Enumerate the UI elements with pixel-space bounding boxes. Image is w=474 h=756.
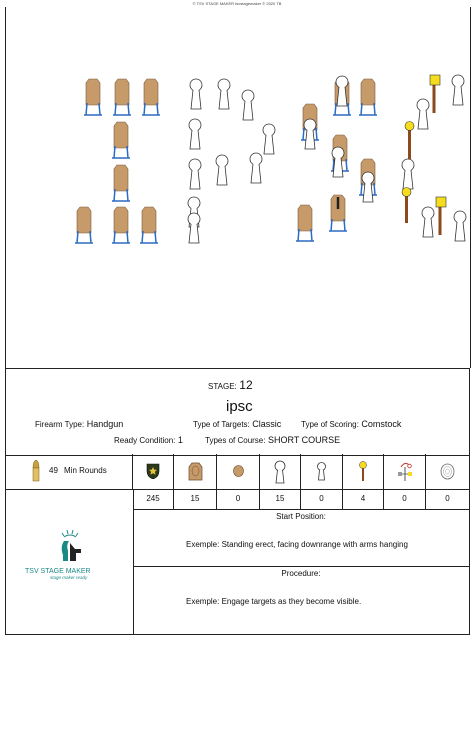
mini-target-icon xyxy=(233,465,244,477)
stage-description-panel xyxy=(5,489,470,635)
ready-condition: Ready Condition: 1 xyxy=(114,435,183,445)
stage-name: ipsc xyxy=(226,398,253,415)
tsv-logo-icon xyxy=(54,527,88,565)
rounds-label: Min Rounds xyxy=(64,466,107,475)
paper-target[interactable] xyxy=(329,195,347,231)
count-cell: 15 xyxy=(174,489,217,509)
stage-info-panel xyxy=(5,368,470,456)
paper-target[interactable] xyxy=(359,79,377,115)
paper-target[interactable] xyxy=(112,122,130,158)
popper-target[interactable] xyxy=(189,119,201,149)
popper-target[interactable] xyxy=(218,79,230,109)
count-cell: 4 xyxy=(343,489,384,509)
paper-target[interactable] xyxy=(75,207,93,243)
stage-label-row xyxy=(208,378,253,392)
type-of-targets: Type of Targets: Classic xyxy=(193,419,282,429)
copyright-text: © TSV STAGE MAKER tsvstagemaker © 2020 TB xyxy=(192,1,282,6)
start-position-text[interactable]: Exemple: Standing erect, facing downrange with arms hanging xyxy=(186,540,408,549)
icon-cell-paper-target xyxy=(174,454,217,489)
popper-icon xyxy=(274,460,286,484)
plate-target[interactable] xyxy=(405,122,414,160)
popper-target[interactable] xyxy=(417,99,429,129)
start-position-title: Start Position: xyxy=(276,512,326,521)
firearm-type: Firearm Type: Handgun xyxy=(35,419,124,429)
icon-cell-popper xyxy=(260,454,301,489)
paper-target[interactable] xyxy=(112,207,130,243)
popper-target[interactable] xyxy=(452,75,464,105)
type-of-scoring: Type of Scoring: Comstock xyxy=(301,419,402,429)
count-cell: 0 xyxy=(445,494,450,503)
divider xyxy=(133,566,469,567)
procedure-text[interactable]: Exemple: Engage targets as they become visible. xyxy=(186,597,362,606)
count-cell: 0 xyxy=(217,489,260,509)
types-of-course: Types of Course: SHORT COURSE xyxy=(205,435,341,445)
swinger-icon xyxy=(395,459,415,483)
popper-target[interactable] xyxy=(190,79,202,109)
popper-target[interactable] xyxy=(304,119,316,149)
paper-target[interactable] xyxy=(84,79,102,115)
bullet-icon xyxy=(32,460,40,482)
targets-layout xyxy=(6,7,470,368)
popper-target[interactable] xyxy=(422,207,434,237)
paper-target[interactable] xyxy=(296,205,314,241)
icon-cell-mini-popper xyxy=(301,454,343,489)
popper-target[interactable] xyxy=(250,153,262,183)
popper-target[interactable] xyxy=(216,155,228,185)
count-cell: 0 xyxy=(384,489,426,509)
plate-target[interactable] xyxy=(430,75,440,113)
plate-target[interactable] xyxy=(436,197,446,235)
count-cell: 0 xyxy=(301,489,343,509)
popper-target[interactable] xyxy=(263,124,275,154)
popper-target[interactable] xyxy=(189,159,201,189)
stage-number: 12 xyxy=(239,378,253,392)
icon-cell-no-shoot xyxy=(426,454,469,489)
plate-target[interactable] xyxy=(402,188,411,224)
icon-cell-mini-target xyxy=(217,454,260,489)
count-cell: 15 xyxy=(260,489,301,509)
count-cell: 245 xyxy=(133,489,174,509)
stage-label: STAGE: xyxy=(208,382,237,391)
paper-target[interactable] xyxy=(112,165,130,201)
popper-target[interactable] xyxy=(454,211,466,241)
mini-popper-icon xyxy=(316,462,327,481)
rounds-count: 49 xyxy=(49,466,58,475)
paper-target[interactable] xyxy=(142,79,160,115)
target-icons-row xyxy=(5,454,470,490)
popper-target[interactable] xyxy=(402,159,414,189)
logo-name: TSV STAGE MAKER xyxy=(25,568,91,575)
no-shoot-icon xyxy=(440,463,455,480)
plate-icon xyxy=(359,461,367,482)
paper-target-icon xyxy=(188,462,203,481)
logo-area xyxy=(6,489,134,634)
logo-tagline: stage maker ready xyxy=(50,575,88,580)
popper-target[interactable] xyxy=(242,90,254,120)
icon-cell-plate xyxy=(343,454,384,489)
procedure-title: Procedure: xyxy=(281,569,321,578)
stage-diagram xyxy=(5,7,471,368)
rounds-cell xyxy=(6,454,133,489)
icon-cell-swinger xyxy=(384,454,426,489)
paper-target[interactable] xyxy=(140,207,158,243)
paper-target[interactable] xyxy=(113,79,131,115)
popper-target[interactable] xyxy=(188,213,200,243)
icon-cell-shield xyxy=(133,454,174,489)
shield-icon xyxy=(146,463,160,479)
popper-target[interactable] xyxy=(362,172,374,202)
